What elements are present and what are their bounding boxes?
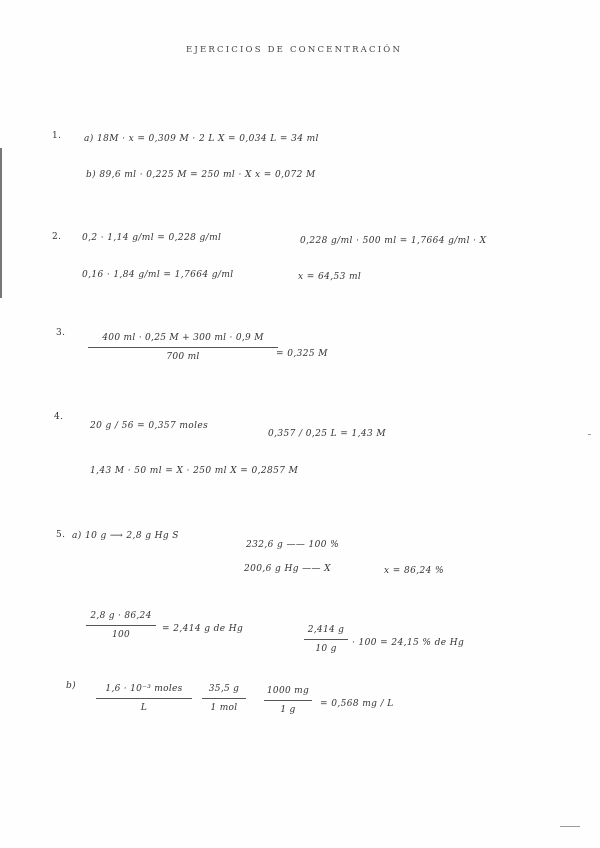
paper-speck	[560, 826, 580, 827]
exercise-5b-fraction-3-bottom: 1 g	[280, 705, 296, 715]
exercise-5-proportion-1: 232,6 g —— 100 %	[246, 540, 340, 550]
exercise-3-numerator: 400 ml · 0,25 M + 300 ml · 0,9 M	[102, 333, 264, 343]
exercise-5-percentage-result: x = 86,24 %	[384, 566, 444, 576]
exercise-3-denominator: 700 ml	[166, 352, 200, 362]
exercise-5b-result: = 0,568 mg / L	[320, 699, 394, 709]
exercise-5b-fraction-1	[96, 684, 192, 713]
fraction-bar	[86, 625, 156, 626]
exercise-4-right-line-1: 0,357 / 0,25 L = 1,43 M	[268, 429, 386, 439]
exercise-5b-fraction-2	[202, 684, 246, 713]
exercise-2-number: 2.	[52, 232, 62, 242]
exercise-3-fraction	[88, 333, 278, 362]
exercise-5b-fraction-1-bottom: L	[140, 703, 148, 713]
exercise-1a-line: a) 18M · x = 0,309 M · 2 L X = 0,034 L = 34 ml	[84, 134, 319, 144]
fraction-bar	[88, 347, 278, 348]
exercise-5-fraction-2-top: 2,414 g	[307, 625, 345, 635]
exercise-5b-fraction-3-top: 1000 mg	[266, 686, 310, 696]
exercise-3-result: = 0,325 M	[276, 349, 328, 359]
exercise-5b-fraction-2-bottom: 1 mol	[210, 703, 238, 713]
exercise-5b-fraction-2-top: 35,5 g	[208, 684, 240, 694]
page-edge-mark	[0, 148, 2, 298]
exercise-5-fraction-1-top: 2,8 g · 86,24	[90, 611, 152, 621]
exercise-5-fraction-2-bottom: 10 g	[315, 644, 337, 654]
paper-speck	[588, 434, 591, 435]
exercise-2-right-line-2: x = 64,53 ml	[298, 272, 362, 282]
exercise-4-line-2: 1,43 M · 50 ml = X · 250 ml X = 0,2857 M	[90, 466, 299, 476]
exercise-5-fraction-1	[86, 611, 156, 640]
exercise-4-line-1: 20 g / 56 = 0,357 moles	[90, 421, 209, 431]
exercise-2-line-2: 0,16 · 1,84 g/ml = 1,7664 g/ml	[82, 270, 234, 280]
exercise-5-proportion-2: 200,6 g Hg —— X	[244, 564, 331, 574]
exercise-5a-line: a) 10 g ⟶ 2,8 g Hg S	[72, 531, 179, 541]
page-title: EJERCICIOS DE CONCENTRACIÓN	[186, 45, 403, 55]
exercise-2-right-line-1: 0,228 g/ml · 500 ml = 1,7664 g/ml · X	[300, 236, 487, 246]
exercise-5-fraction-1-bottom: 100	[111, 630, 131, 640]
exercise-1b-line: b) 89,6 ml · 0,225 M = 250 ml · X x = 0,072 M	[86, 170, 316, 180]
exercise-3-number: 3.	[56, 328, 66, 338]
exercise-5b-fraction-3	[264, 686, 312, 715]
exercise-5-fraction-1-result: = 2,414 g de Hg	[162, 624, 244, 634]
fraction-bar	[264, 700, 312, 701]
fraction-bar	[96, 698, 192, 699]
exercise-5b-label: b)	[66, 681, 77, 691]
exercise-4-number: 4.	[54, 412, 64, 422]
exercise-5-fraction-2	[304, 625, 348, 654]
fraction-bar	[304, 639, 348, 640]
exercise-5-number: 5.	[56, 530, 66, 540]
exercise-2-line-1: 0,2 · 1,14 g/ml = 0,228 g/ml	[82, 233, 222, 243]
exercise-5-fraction-2-result: · 100 = 24,15 % de Hg	[352, 638, 465, 648]
exercise-1-number: 1.	[52, 131, 62, 141]
exercise-5b-fraction-1-top: 1,6 · 10⁻³ moles	[105, 684, 183, 694]
fraction-bar	[202, 698, 246, 699]
